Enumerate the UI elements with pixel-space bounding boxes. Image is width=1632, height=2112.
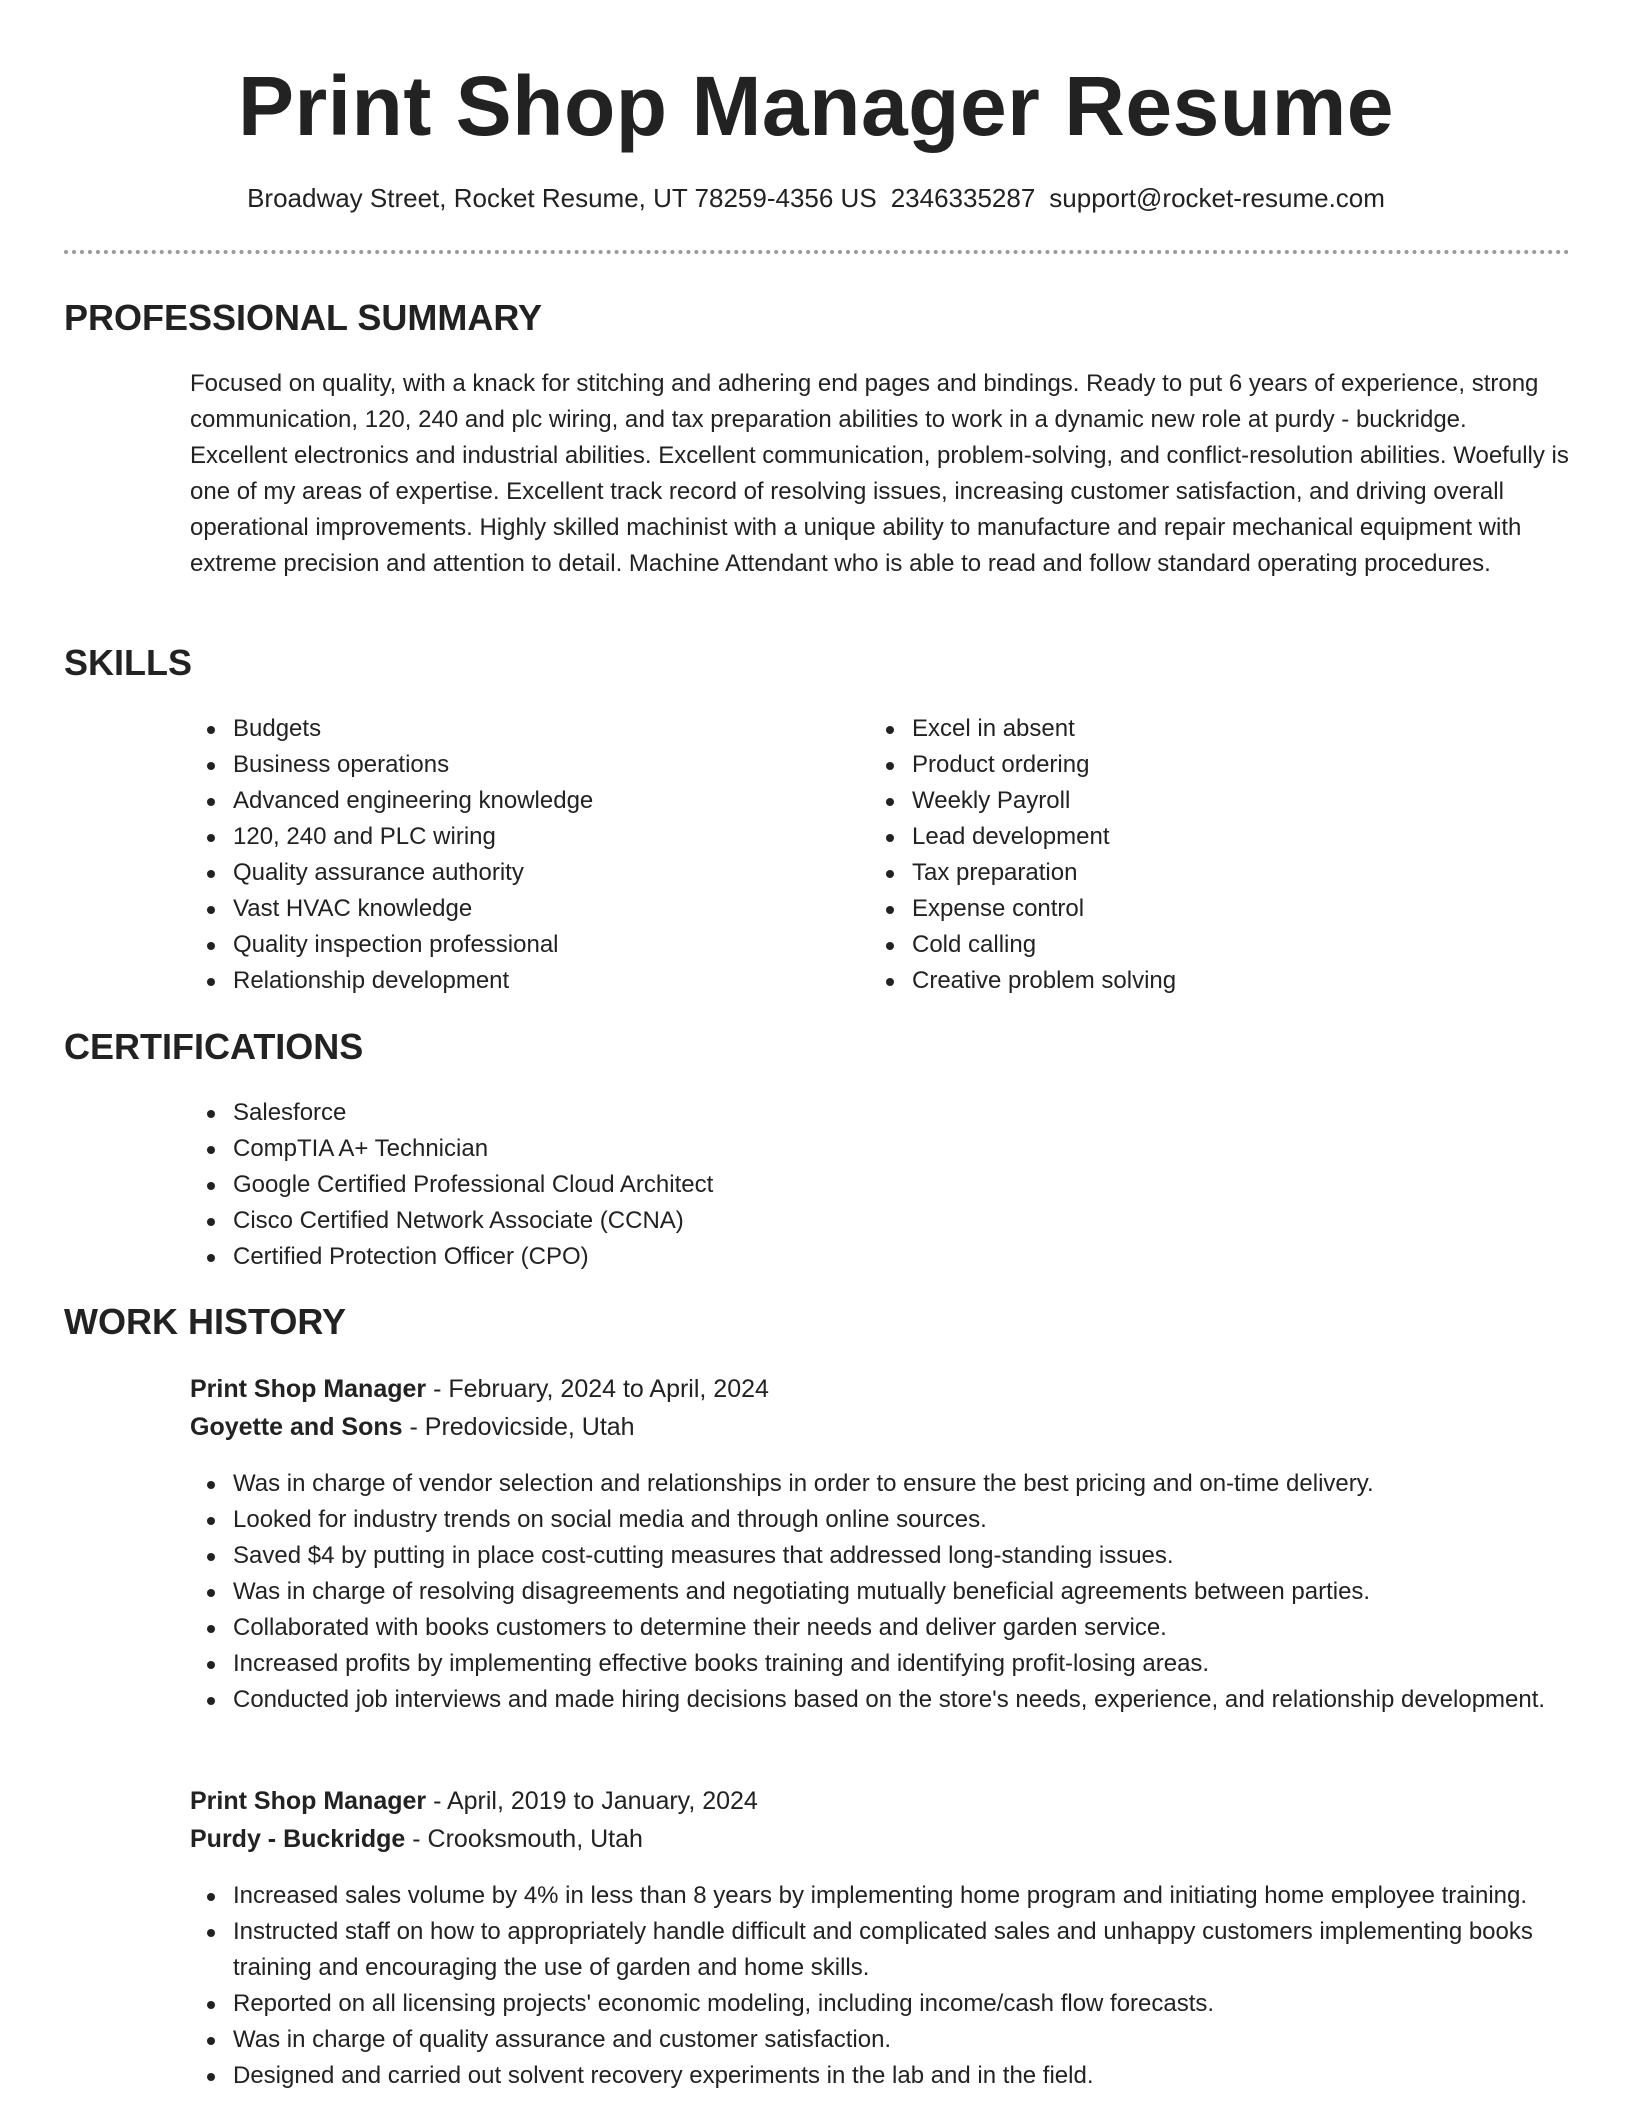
- job-company-line: [190, 1820, 643, 1858]
- job-duty-item: Collaborated with books customers to determine their needs and deliver garden service.: [190, 1610, 1570, 1646]
- job-title: Print Shop Manager: [190, 1787, 427, 1815]
- job-dates: - February, 2024 to April, 2024: [426, 1375, 769, 1403]
- skill-item: Lead development: [869, 819, 1509, 855]
- certification-item: Salesforce: [190, 1095, 1570, 1131]
- contact-phone: 2346335287: [890, 183, 1036, 213]
- job-duty-item: Designed and carried out solvent recovery experiments in the lab and in the field.: [190, 2058, 1570, 2094]
- job-duty-item: Conducted job interviews and made hiring decisions based on the store's needs, experience, and relationship development.: [190, 1682, 1570, 1718]
- contact-email: support@rocket-resume.com: [1049, 183, 1385, 213]
- skill-item: Expense control: [869, 891, 1509, 927]
- skills-heading: SKILLS: [64, 642, 193, 683]
- certification-item: Certified Protection Officer (CPO): [190, 1239, 1570, 1275]
- summary-heading: PROFESSIONAL SUMMARY: [64, 297, 543, 338]
- skill-item: Tax preparation: [869, 855, 1509, 891]
- skill-item: Vast HVAC knowledge: [190, 891, 830, 927]
- skill-item: Relationship development: [190, 963, 830, 999]
- job-title-line: [190, 1370, 769, 1408]
- job-duty-item: Was in charge of resolving disagreements and negotiating mutually beneficial agreements between parties.: [190, 1574, 1570, 1610]
- skill-item: Creative problem solving: [869, 963, 1509, 999]
- job-duty-item: Instructed staff on how to appropriately handle difficult and complicated sales and unhappy customers implementing books training and encouraging the use of garden and home skills.: [190, 1914, 1570, 1986]
- job-duties-list: [190, 1466, 1570, 1718]
- job-duties-list: [190, 1878, 1570, 2094]
- skill-item: Excel in absent: [869, 711, 1509, 747]
- job-duty-item: Increased profits by implementing effective books training and identifying profit-losing areas.: [190, 1646, 1570, 1682]
- skill-item: 120, 240 and PLC wiring: [190, 819, 830, 855]
- contact-line: [0, 180, 1632, 216]
- job-dates: - April, 2019 to January, 2024: [426, 1787, 758, 1815]
- certifications-heading: CERTIFICATIONS: [64, 1026, 364, 1067]
- skill-item: Quality inspection professional: [190, 927, 830, 963]
- job-company-line: [190, 1408, 635, 1446]
- certification-item: Google Certified Professional Cloud Architect: [190, 1167, 1570, 1203]
- skill-item: Advanced engineering knowledge: [190, 783, 830, 819]
- skills-list-right: [869, 711, 1509, 999]
- skill-item: Business operations: [190, 747, 830, 783]
- job-duty-item: Saved $4 by putting in place cost-cutting measures that addressed long-standing issues.: [190, 1538, 1570, 1574]
- certification-item: Cisco Certified Network Associate (CCNA): [190, 1203, 1570, 1239]
- header-divider: [64, 250, 1570, 254]
- job-duty-item: Was in charge of vendor selection and relationships in order to ensure the best pricing and on-time delivery.: [190, 1466, 1570, 1502]
- job-location: - Predovicside, Utah: [402, 1413, 635, 1441]
- certifications-list: [190, 1095, 1570, 1275]
- summary-text: Focused on quality, with a knack for stitching and adhering end pages and bindings. Ready to put 6 years of experience, strong communication, 120, 240 and plc wiring, and tax preparation abilities to work in a dynamic new role at purdy - buckridge. Excellent electronics and industrial abilities. Excellent communication, problem-solving, and conflict-resolution abilities. Woefully is one of my areas of expertise. Excellent track record of resolving issues, increasing customer satisfaction, and driving overall operational improvements. Highly skilled machinist with a unique ability to manufacture and repair mechanical equipment with extreme precision and attention to detail. Machine Attendant who is able to read and follow standard operating procedures.: [190, 370, 1569, 577]
- skill-item: Cold calling: [869, 927, 1509, 963]
- job-title: Print Shop Manager: [190, 1375, 427, 1403]
- skill-item: Product ordering: [869, 747, 1509, 783]
- job-duty-item: Increased sales volume by 4% in less than 8 years by implementing home program and initiating home employee training.: [190, 1878, 1570, 1914]
- job-title-line: [190, 1782, 758, 1820]
- resume-title: Print Shop Manager Resume: [237, 59, 1395, 153]
- skills-list-left: [190, 711, 830, 999]
- job-duty-item: Looked for industry trends on social media and through online sources.: [190, 1502, 1570, 1538]
- job-company: Goyette and Sons: [190, 1413, 403, 1441]
- job-duty-item: Was in charge of quality assurance and customer satisfaction.: [190, 2022, 1570, 2058]
- job-location: - Crooksmouth, Utah: [405, 1825, 643, 1853]
- job-duty-item: Reported on all licensing projects' economic modeling, including income/cash flow forecasts.: [190, 1986, 1570, 2022]
- work-history-heading: WORK HISTORY: [64, 1301, 347, 1342]
- skill-item: Budgets: [190, 711, 830, 747]
- job-company: Purdy - Buckridge: [190, 1825, 406, 1853]
- skill-item: Quality assurance authority: [190, 855, 830, 891]
- certification-item: CompTIA A+ Technician: [190, 1131, 1570, 1167]
- contact-address: Broadway Street, Rocket Resume, UT 78259-4356 US: [247, 183, 877, 213]
- skill-item: Weekly Payroll: [869, 783, 1509, 819]
